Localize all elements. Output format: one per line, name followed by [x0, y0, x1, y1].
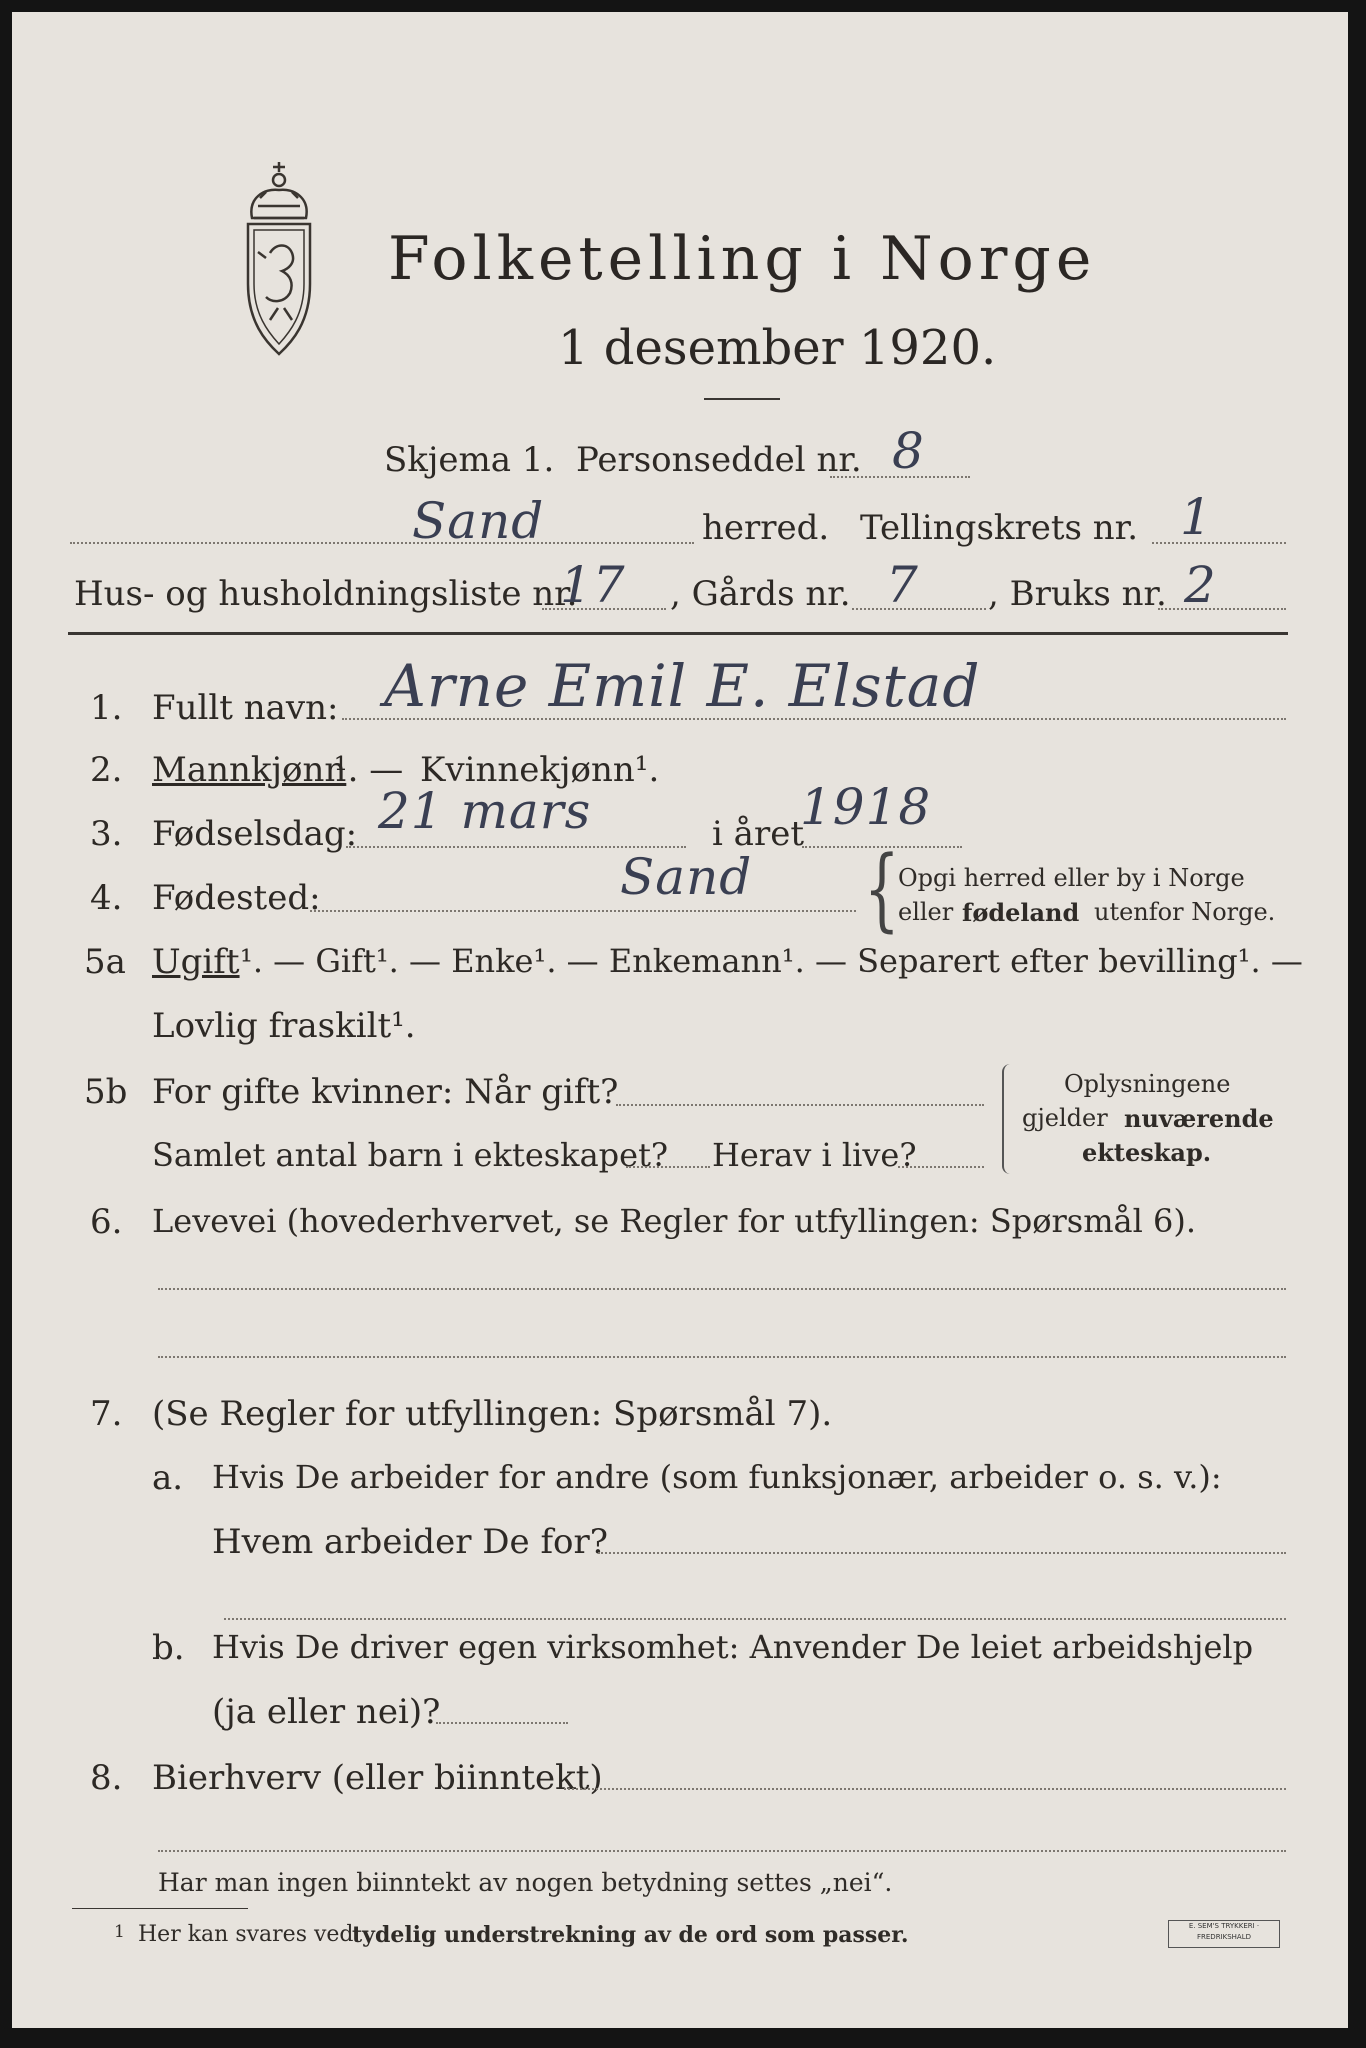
q5b-children-line — [626, 1166, 710, 1168]
header-divider — [68, 632, 1288, 635]
q4-number: 4. — [90, 878, 123, 918]
tellingskrets-label: Tellingskrets nr. — [860, 508, 1139, 548]
q7a-line1: Hvis De arbeider for andre (som funksjonær, arbeider o. s. v.): — [212, 1458, 1222, 1496]
bruks-line — [1158, 608, 1286, 610]
q7a-letter: a. — [152, 1458, 184, 1498]
q2-number: 2. — [90, 750, 123, 790]
footnote-text-a: Her kan svares ved — [138, 1922, 354, 1947]
q5b-alive-label: Herav i live? — [712, 1136, 917, 1174]
q1-number: 1. — [90, 688, 123, 728]
q7a-answer-line1 — [598, 1552, 1286, 1554]
q5b-number: 5b — [84, 1072, 128, 1112]
q6-answer-line2 — [158, 1356, 1286, 1358]
gards-label: , Gårds nr. — [670, 574, 851, 614]
bruks-value[interactable]: 2 — [1184, 556, 1217, 614]
q5b-children-label: Samlet antal barn i ekteskapet? — [152, 1136, 669, 1174]
q4-label: Fødested: — [152, 878, 321, 918]
q7b-line2: (ja eller nei)? — [212, 1692, 441, 1732]
q5b-note-line2b: nuværende — [1124, 1104, 1274, 1133]
printer-stamp-text: E. SEM'S TRYKKERI · FREDRIKSHALD — [1188, 1922, 1260, 1941]
q1-full-name[interactable]: Arne Emil E. Elstad — [384, 652, 981, 720]
q4-note-line2b: fødeland — [962, 898, 1080, 927]
personseddel-label: Personseddel nr. — [576, 440, 862, 480]
footnote-text-b: tydelig understrekning av de ord som passer. — [352, 1922, 909, 1948]
skjema-label: Skjema 1. — [384, 440, 555, 480]
q5b-note-line1: Oplysningene — [1064, 1070, 1231, 1098]
bruks-label: , Bruks nr. — [988, 574, 1167, 614]
q7-number: 7. — [90, 1394, 123, 1434]
q5b-note-line2a: gjelder — [1022, 1104, 1108, 1132]
q2-male-option[interactable]: Mannkjønn — [152, 750, 347, 790]
title-divider — [704, 398, 780, 400]
husliste-value[interactable]: 17 — [560, 556, 626, 614]
q3-label: Fødselsdag: — [152, 814, 358, 854]
q8-answer-line1 — [564, 1788, 1286, 1790]
gards-line — [852, 608, 986, 610]
q7b-letter: b. — [152, 1628, 185, 1668]
tellingskrets-value[interactable]: 1 — [1180, 488, 1213, 546]
q3-birthday-value[interactable]: 21 mars — [378, 782, 592, 840]
q5b-alive-line — [898, 1166, 984, 1168]
q8-number: 8. — [90, 1758, 123, 1798]
q3-year-label: i året — [712, 814, 804, 854]
tellingskrets-line — [1152, 542, 1286, 544]
q7b-line1: Hvis De driver egen virksomhet: Anvender De leiet arbeidshjelp — [212, 1628, 1254, 1666]
census-form — [12, 12, 1348, 2028]
q3-number: 3. — [90, 814, 123, 854]
footnote-divider — [72, 1908, 248, 1909]
q5a-number: 5a — [84, 942, 126, 982]
q6-label: Levevei (hovederhvervet, se Regler for utfyllingen: Spørsmål 6). — [152, 1202, 1197, 1240]
q4-note-line2c: utenfor Norge. — [1094, 898, 1276, 926]
q5a-line2[interactable]: Lovlig fraskilt¹. — [152, 1006, 416, 1046]
printer-stamp — [1168, 1920, 1280, 1948]
gards-value[interactable]: 7 — [886, 556, 919, 614]
herred-line — [70, 542, 694, 544]
herred-label: herred. — [702, 508, 830, 548]
personseddel-value[interactable]: 8 — [892, 422, 925, 480]
q5a-ugift-option[interactable]: Ugift — [152, 942, 240, 982]
q5b-line1: For gifte kvinner: Når gift? — [152, 1072, 619, 1112]
q4-line — [310, 910, 856, 912]
q7b-answer-line — [436, 1722, 568, 1724]
form-date: 1 desember 1920. — [558, 320, 997, 376]
q6-number: 6. — [90, 1202, 123, 1242]
q2-female-option[interactable]: Kvinnekjønn¹. — [420, 750, 660, 790]
q2-separator: ¹. — — [334, 750, 404, 790]
q5b-note-line3: ekteskap. — [1082, 1138, 1212, 1167]
form-title: Folketelling i Norge — [388, 224, 1097, 294]
q8-note: Har man ingen biinntekt av nogen betydning settes „nei“. — [158, 1868, 893, 1897]
q7a-answer-line2 — [224, 1618, 1286, 1620]
q1-label: Fullt navn: — [152, 688, 339, 728]
q6-answer-line1 — [158, 1288, 1286, 1290]
q4-note-line2a: eller — [898, 898, 954, 926]
herred-value[interactable]: Sand — [412, 492, 545, 550]
q4-birthplace-value[interactable]: Sand — [620, 848, 753, 906]
q7-label: (Se Regler for utfyllingen: Spørsmål 7). — [152, 1394, 833, 1434]
q8-answer-line2 — [158, 1850, 1286, 1852]
q4-note-line1: Opgi herred eller by i Norge — [898, 864, 1245, 892]
q3-year-value[interactable]: 1918 — [800, 778, 932, 836]
husliste-label: Hus- og husholdningsliste nr. — [74, 574, 578, 614]
q8-label: Bierhverv (eller biinntekt) — [152, 1758, 603, 1798]
coat-of-arms-icon — [224, 158, 334, 363]
q5a-options[interactable]: ¹. — Gift¹. — Enke¹. — Enkemann¹. — Separert efter bevilling¹. — — [240, 942, 1303, 980]
q5b-married-line — [616, 1104, 984, 1106]
q4-brace: { — [864, 838, 900, 943]
footnote-mark: 1 — [114, 1922, 125, 1942]
q7a-line2: Hvem arbeider De for? — [212, 1522, 608, 1562]
q5b-bracket — [1002, 1064, 1012, 1174]
